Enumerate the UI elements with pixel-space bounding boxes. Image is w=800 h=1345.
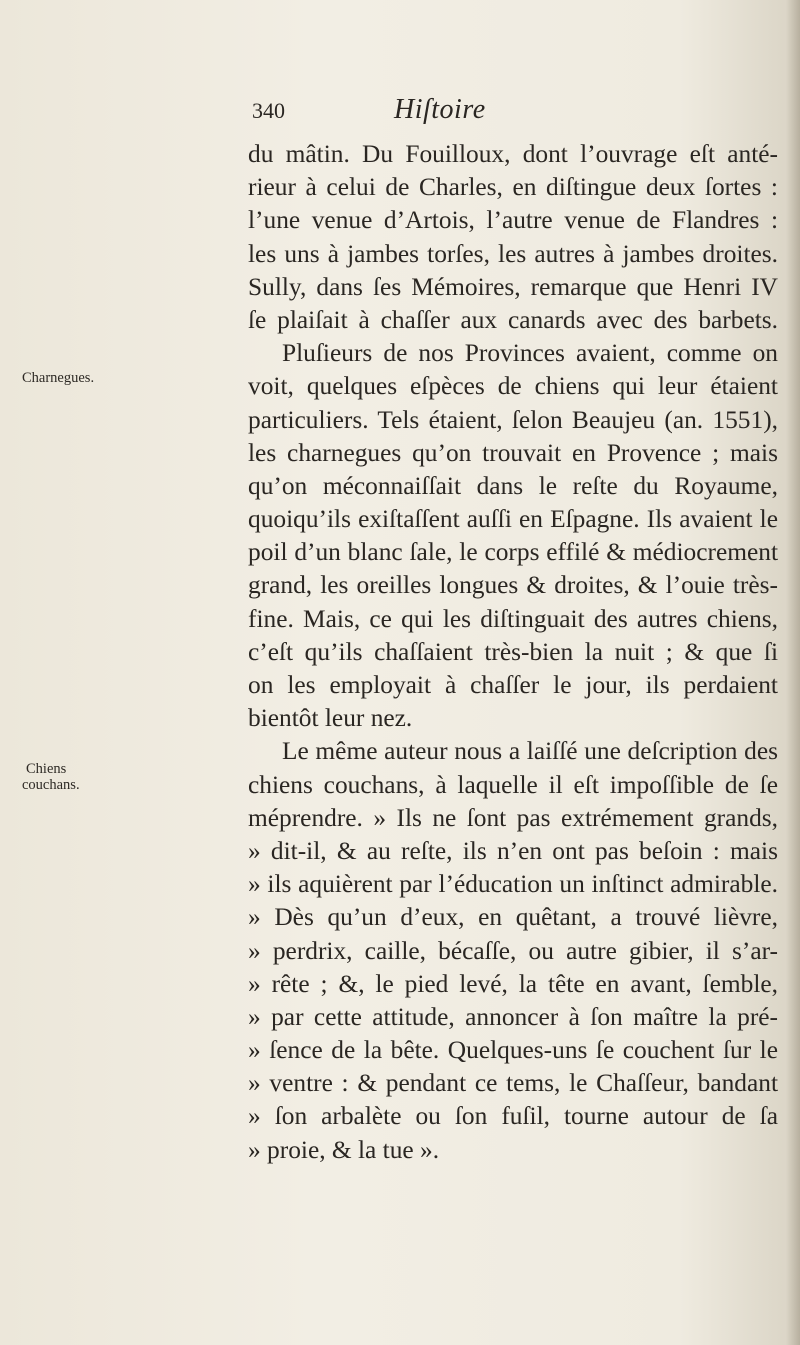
text-line: méprendre. » Ils ne ſont pas extrémement grands, <box>248 803 778 832</box>
text-line: » par cette attitude, annoncer à ſon maître la pré- <box>248 1002 778 1031</box>
text-line: Le même auteur nous a laiſſé une deſcription des <box>282 737 778 766</box>
text-line: les charnegues qu’on trouvait en Provence ; mais <box>248 438 778 467</box>
text-line: Sully, dans ſes Mémoires, remarque que Henri IV <box>248 272 778 301</box>
text-line: » dit-il, & au reſte, ils n’en ont pas beſoin : mais <box>248 836 778 865</box>
text-line: » ſon arbalète ou ſon fuſil, tourne autour de ſa <box>248 1102 778 1131</box>
text-line: l’une venue d’Artois, l’autre venue de Flandres : <box>248 206 778 235</box>
margin-note-chiens-couchans <box>22 761 80 793</box>
page-number: 340 <box>252 98 285 123</box>
text-line: les uns à jambes torſes, les autres à jambes droites. <box>248 239 778 268</box>
text-line: Pluſieurs de nos Provinces avaient, comme on <box>282 339 778 368</box>
text-line: » Dès qu’un d’eux, en quêtant, a trouvé lièvre, <box>248 903 778 932</box>
text-line: ſe plaiſait à chaſſer aux canards avec des barbets. <box>248 305 778 334</box>
page-edge-shadow <box>786 0 800 1345</box>
text-line: » proie, & la tue ». <box>248 1135 440 1164</box>
running-title: Hiſtoire <box>394 94 486 125</box>
text-line: » ils aquièrent par l’éducation un inſtinct admirable. <box>248 870 778 899</box>
text-line: particuliers. Tels étaient, ſelon Beaujeu (an. 1551), <box>248 405 778 434</box>
body-text <box>248 138 778 1167</box>
margin-note-chiens-line2: couchans. <box>22 777 80 793</box>
margin-note-charnegues <box>22 370 94 386</box>
text-line: » perdrix, caille, bécaſſe, ou autre gibier, il s’ar- <box>248 936 778 965</box>
text-line: qu’on méconnaiſſait dans le reſte du Royaume, <box>248 471 778 500</box>
text-line: on les employait à chaſſer le jour, ils perdaient <box>248 671 778 699</box>
text-line: c’eſt qu’ils chaſſaient très-bien la nuit ; & que ſi <box>248 637 778 666</box>
text-line: fine. Mais, ce qui les diſtinguait des autres chiens, <box>248 604 778 633</box>
text-line: » rête ; &, le pied levé, la tête en avant, ſemble, <box>248 969 778 998</box>
text-line: » ſence de la bête. Quelques-uns ſe couchent ſur le <box>248 1036 778 1065</box>
text-line: rieur à celui de Charles, en diſtingue deux ſortes : <box>248 173 778 202</box>
margin-note-chiens-line1: Chiens <box>26 761 67 777</box>
text-line: bientôt leur nez. <box>248 704 413 733</box>
text-line: chiens couchans, à laquelle il eſt impoſſible de ſe <box>248 770 778 799</box>
text-line: quoiqu’ils exiſtaſſent auſſi en Eſpagne. Ils avaient le <box>248 505 778 534</box>
text-line: » ventre : & pendant ce tems, le Chaſſeur, bandant <box>248 1069 778 1098</box>
text-line: du mâtin. Du Fouilloux, dont l’ouvrage eſt anté- <box>248 140 778 168</box>
margin-note-charnegues-text: Charnegues. <box>22 370 95 386</box>
text-line: poil d’un blanc ſale, le corps effilé & médiocrement <box>248 538 778 567</box>
page-header <box>252 94 752 138</box>
text-line: grand, les oreilles longues & droites, & l’ouie très- <box>248 571 778 600</box>
text-line: voit, quelques eſpèces de chiens qui leur étaient <box>248 372 778 401</box>
